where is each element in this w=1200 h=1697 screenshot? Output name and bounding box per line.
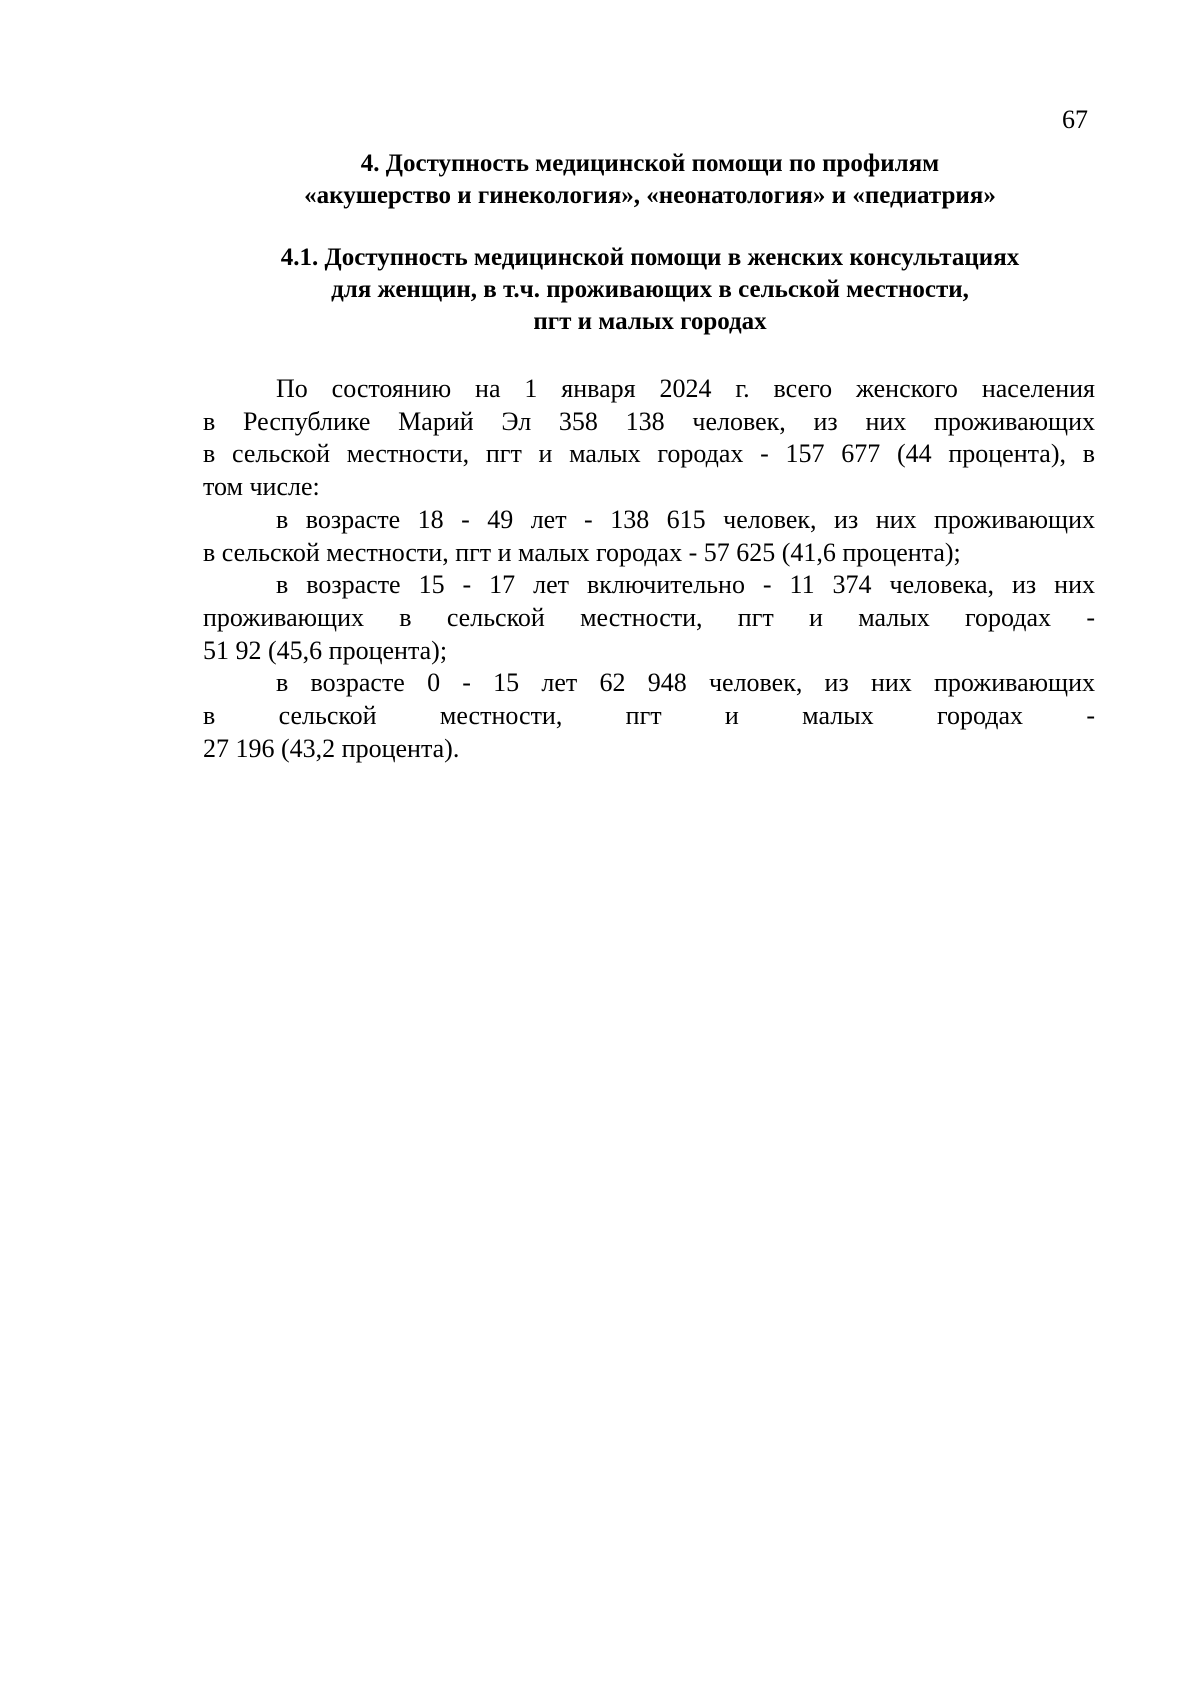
paragraph-line: том числе: [203, 472, 320, 502]
paragraph-line: в возрасте 18 - 49 лет - 138 615 человек, из них проживающих [276, 504, 1095, 534]
page-number: 67 [1062, 105, 1088, 134]
paragraph-line: в возрасте 15 - 17 лет включительно - 11 374 человека, из них [276, 570, 1095, 600]
subsection-heading-line: для женщин, в т.ч. проживающих в сельской местности, [331, 276, 969, 303]
subsection-heading-line: пгт и малых городах [533, 308, 767, 335]
paragraph-line: в возрасте 0 - 15 лет 62 948 человек, из них проживающих [276, 668, 1095, 698]
paragraph-line: в сельской местности, пгт и малых городах - [203, 701, 1095, 731]
paragraph [203, 667, 1095, 765]
section-heading-line: «акушерство и гинекология», «неонатология» и «педиатрия» [304, 182, 996, 209]
subsection-heading [200, 242, 1100, 338]
paragraph-line: По состоянию на 1 января 2024 г. всего женского населения [276, 374, 1095, 403]
body-text [203, 373, 1095, 765]
subsection-heading-line: 4.1. Доступность медицинской помощи в женских консультациях [280, 244, 1020, 271]
paragraph-line: 27 196 (43,2 процента). [203, 733, 460, 763]
paragraph [203, 569, 1095, 667]
paragraph-line: 51 92 (45,6 процента); [203, 635, 448, 665]
paragraph-line: в сельской местности, пгт и малых городах - 157 677 (44 процента), в [203, 439, 1095, 469]
section-heading [200, 148, 1100, 212]
paragraph [203, 504, 1095, 569]
paragraph-line: в сельской местности, пгт и малых городах - 57 625 (41,6 процента); [203, 537, 961, 567]
section-heading-line: 4. Доступность медицинской помощи по профилям [360, 150, 940, 177]
paragraph-line: проживающих в сельской местности, пгт и малых городах - [203, 602, 1095, 632]
paragraph-line: в Республике Марий Эл 358 138 человек, из них проживающих [203, 406, 1095, 436]
paragraph [203, 373, 1095, 504]
